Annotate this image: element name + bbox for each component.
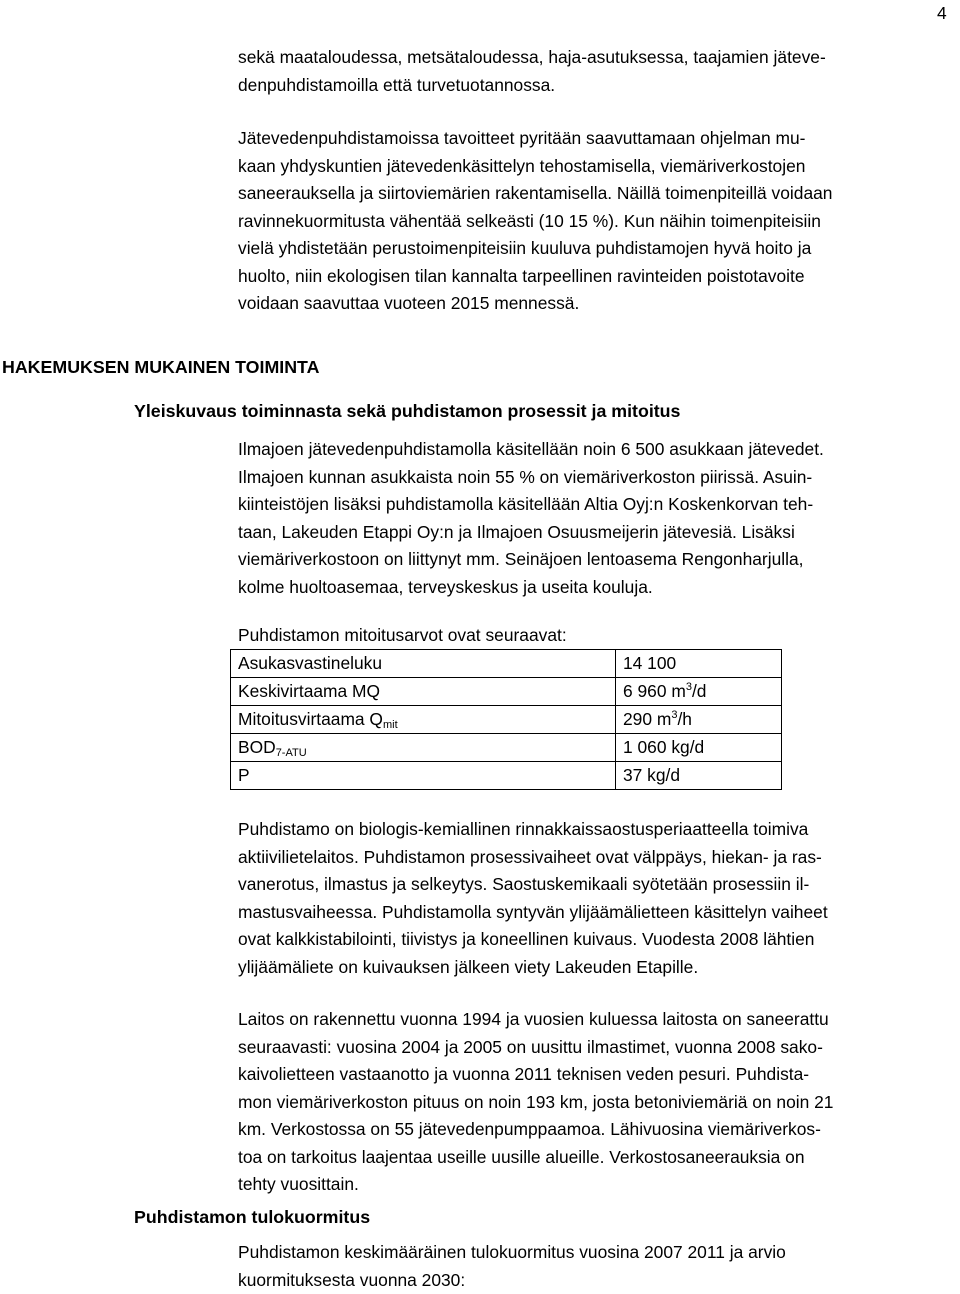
param-cell: Mitoitusvirtaama $Q_{mit}$ — [231, 706, 616, 734]
history-paragraph — [238, 1006, 938, 1199]
text-line: ravinnekuormitusta vähentää selkeästi (10 15 %). Kun näihin toimenpiteisiin — [238, 208, 938, 236]
param-cell: $BOD_{7-ATU}$ — [231, 734, 616, 762]
unit-superscript: 3 — [671, 709, 677, 721]
text-line: ovat kalkkistabilointi, tiivistys ja koneellinen kuivaus. Vuodesta 2008 lähtien — [238, 926, 938, 954]
overview-paragraph — [238, 436, 938, 601]
page-number: 4 — [937, 2, 947, 24]
param-subscript: mit — [383, 719, 398, 731]
unit-superscript: 3 — [686, 681, 692, 693]
param-cell: P — [231, 762, 616, 790]
text-line: vanerotus, ilmastus ja selkeytys. Saostuskemikaali syötetään prosessiin il- — [238, 871, 938, 899]
text-line: kaan yhdyskuntien jätevedenkäsittelyn tehostamisella, viemäriverkostojen — [238, 153, 938, 181]
text-line: kaivolietteen vastaanotto ja vuonna 2011 teknisen veden pesuri. Puhdista- — [238, 1061, 938, 1089]
text-line: kiinteistöjen lisäksi puhdistamolla käsitellään Altia Oyj:n Koskenkorvan teh- — [238, 491, 938, 519]
table-row — [231, 650, 782, 678]
text-line: taan, Lakeuden Etappi Oy:n ja Ilmajoen Osuusmeijerin jätevesiä. Lisäksi — [238, 519, 938, 547]
section-heading-application: HAKEMUKSEN MUKAINEN TOIMINTA — [2, 354, 319, 381]
value-cell: 290 $m^3/h$ — [616, 706, 782, 734]
text-line: ylijäämäliete on kuivauksen jälkeen viety Lakeuden Etapille. — [238, 954, 938, 982]
text-line: kuormituksesta vuonna 2030: — [238, 1267, 938, 1294]
table-row — [231, 678, 782, 706]
text-line: huolto, niin ekologisen tilan kannalta tarpeellinen ravinteiden poistotavoite — [238, 263, 938, 291]
design-values-table — [230, 649, 782, 790]
text-line: kolme huoltoasemaa, terveyskeskus ja useita kouluja. — [238, 574, 938, 602]
value-cell: 37 kg/d — [616, 762, 782, 790]
subsection-heading-overview: Yleiskuvaus toiminnasta sekä puhdistamon prosessit ja mitoitus — [134, 398, 680, 425]
table-row — [231, 706, 782, 734]
param-cell: Asukasvastineluku — [231, 650, 616, 678]
text-line: km. Verkostossa on 55 jätevedenpumppaamoa. Lähivuosina viemäriverkos- — [238, 1116, 938, 1144]
text-line: Ilmajoen kunnan asukkaista noin 55 % on viemäriverkoston piirissä. Asuin- — [238, 464, 938, 492]
inflow-paragraph — [238, 1239, 938, 1294]
text-line: vielä yhdistetään perustoimenpiteisiin kuuluva puhdistamojen hyvä hoito ja — [238, 235, 938, 263]
text-line: saneerauksella ja siirtoviemärien rakentamisella. Näillä toimenpiteillä voidaan — [238, 180, 938, 208]
subsection-heading-inflow: Puhdistamon tulokuormitus — [134, 1204, 370, 1231]
text-line: tehty vuosittain. — [238, 1171, 938, 1199]
text-line: viemäriverkostoon on liittynyt mm. Seinäjoen lentoasema Rengonharjulla, — [238, 546, 938, 574]
text-line: Puhdistamon keskimääräinen tulokuormitus vuosina 2007 2011 ja arvio — [238, 1239, 938, 1267]
text-line: aktiivilietelaitos. Puhdistamon prosessivaiheet ovat välppäys, hiekan- ja ras- — [238, 844, 938, 872]
value-cell: 6 960 $m^3/d$ — [616, 678, 782, 706]
process-paragraph — [238, 816, 938, 981]
text-line: mon viemäriverkoston pituus on noin 193 km, josta betoniviemäriä on noin 21 — [238, 1089, 938, 1117]
text-line: seuraavasti: vuosina 2004 ja 2005 on uusittu ilmastimet, vuonna 2008 sako- — [238, 1034, 938, 1062]
text-line: Ilmajoen jätevedenpuhdistamolla käsitellään noin 6 500 asukkaan jätevedet. — [238, 436, 938, 464]
text-line: Laitos on rakennettu vuonna 1994 ja vuosien kuluessa laitosta on saneerattu — [238, 1006, 938, 1034]
text-line: denpuhdistamoilla että turvetuotannossa. — [238, 72, 938, 100]
goals-paragraph — [238, 125, 938, 318]
value-cell: 14 100 — [616, 650, 782, 678]
text-line: mastusvaiheessa. Puhdistamolla syntyvän ylijäämälietteen käsittelyn vaiheet — [238, 899, 938, 927]
value-cell: 1 060 kg/d — [616, 734, 782, 762]
text-line: Jätevedenpuhdistamoissa tavoitteet pyritään saavuttamaan ohjelman mu- — [238, 125, 938, 153]
table-row — [231, 734, 782, 762]
text-line: sekä maataloudessa, metsätaloudessa, haja-asutuksessa, taajamien jäteve- — [238, 44, 938, 72]
table-row — [231, 762, 782, 790]
table-intro: Puhdistamon mitoitusarvot ovat seuraavat: — [238, 622, 567, 649]
intro-paragraph — [238, 44, 938, 99]
text-line: voidaan saavuttaa vuoteen 2015 mennessä. — [238, 290, 938, 318]
text-line: Puhdistamo on biologis-kemiallinen rinnakkaissaostusperiaatteella toimiva — [238, 816, 938, 844]
param-subscript: 7-ATU — [276, 747, 307, 759]
text-line: toa on tarkoitus laajentaa useille uusille alueille. Verkostosaneerauksia on — [238, 1144, 938, 1172]
param-cell: Keskivirtaama MQ — [231, 678, 616, 706]
